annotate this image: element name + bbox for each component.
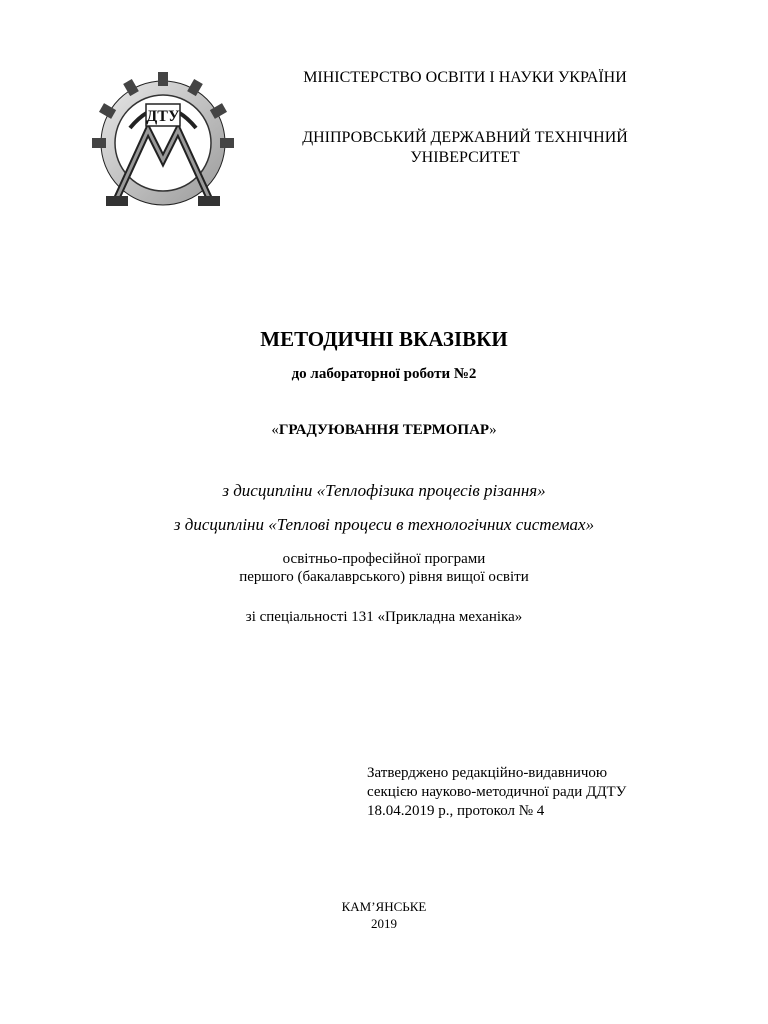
university-gear-emblem-icon bbox=[88, 68, 238, 218]
publication-place bbox=[0, 898, 768, 932]
publication-year: 2019 bbox=[371, 916, 397, 931]
work-title-open-quote: « bbox=[271, 422, 279, 438]
discipline-line-1: з дисципліни «Теплофізика процесів різання» bbox=[222, 481, 546, 500]
approval-note bbox=[367, 764, 727, 821]
education-program-line1: освітньо-професійної програми bbox=[282, 551, 486, 567]
specialty: зі спеціальності 131 «Прикладна механіка» bbox=[245, 609, 523, 625]
approval-line2: секцією науково-методичної ради ДДТУ bbox=[367, 784, 627, 800]
university-name-line1: ДНІПРОВСЬКИЙ ДЕРЖАВНИЙ ТЕХНІЧНИЙ bbox=[302, 129, 628, 146]
ministry-name: МІНІСТЕРСТВО ОСВІТИ І НАУКИ УКРАЇНИ bbox=[303, 69, 627, 86]
work-title bbox=[0, 420, 768, 440]
approval-line1: Затверджено редакційно-видавничою bbox=[367, 765, 608, 781]
document-subtitle: до лабораторної роботи №2 bbox=[291, 366, 477, 382]
approval-line3: 18.04.2019 р., протокол № 4 bbox=[367, 803, 545, 819]
logo-text: ДТУ bbox=[146, 108, 180, 125]
work-title-close-quote: » bbox=[489, 422, 497, 438]
university-name bbox=[240, 128, 690, 168]
university-name-line2: УНІВЕРСИТЕТ bbox=[410, 149, 520, 166]
document-title: МЕТОДИЧНІ ВКАЗІВКИ bbox=[260, 327, 508, 351]
city-name: КАМ’ЯНСЬКЕ bbox=[341, 899, 427, 914]
discipline-line-2: з дисципліни «Теплові процеси в технологічних системах» bbox=[173, 515, 595, 534]
university-logo bbox=[88, 68, 238, 218]
education-program bbox=[0, 550, 768, 586]
education-program-line2: першого (бакалаврського) рівня вищої освіти bbox=[239, 569, 529, 585]
work-title-name: ГРАДУЮВАННЯ ТЕРМОПАР bbox=[278, 422, 490, 438]
